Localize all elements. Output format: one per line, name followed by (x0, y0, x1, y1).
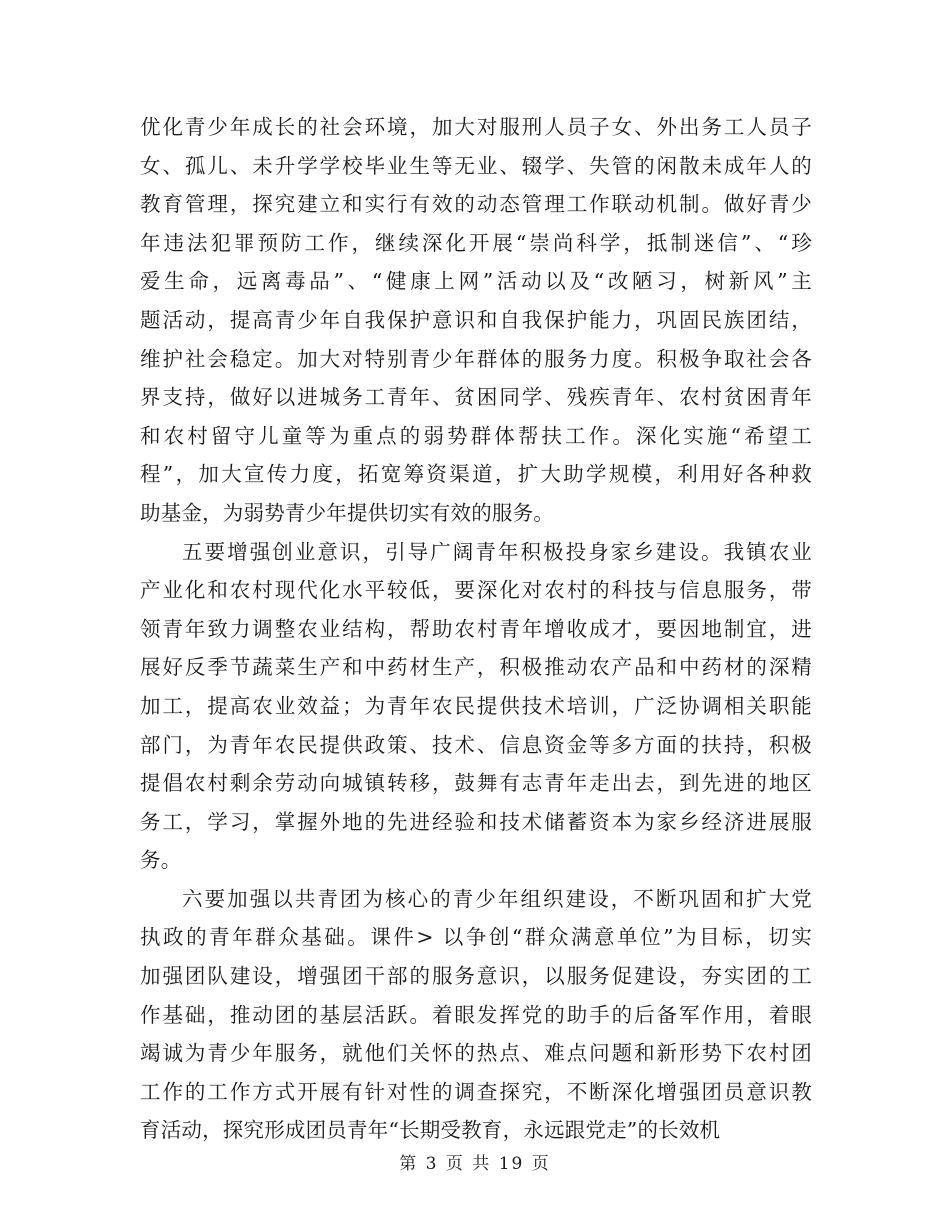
text-line: 加强团队建设，增强团干部的服务意识，以服务促建设，夯实团的工 (140, 964, 812, 989)
text-line: 和农村留守儿童等为重点的弱势群体帮扶工作。深化实施“希望工 (140, 423, 812, 448)
paragraph-1 (140, 108, 812, 533)
paragraph-3 (140, 880, 812, 1150)
text-line: 加工，提高农业效益；为青年农民提供技术培训，广泛协调相关职能 (140, 693, 812, 718)
text-line: 执政的青年群众基础。课件> 以争创“群众满意单位”为目标，切实 (140, 925, 812, 950)
text-line: 五要增强创业意识，引导广阔青年积极投身家乡建设。我镇农业 (182, 539, 812, 564)
text-line: 爱生命，远离毒品”、“健康上网”活动以及“改陋习，树新风”主 (140, 269, 812, 294)
text-line: 六要加强以共青团为核心的青少年组织建设，不断巩固和扩大党 (182, 886, 812, 911)
text-line: 产业化和农村现代化水平较低，要深化对农村的科技与信息服务，带 (140, 578, 812, 603)
text-line: 务工，学习，掌握外地的先进经验和技术储蓄资本为家乡经济进展服 (140, 809, 812, 834)
text-line: 程”，加大宣传力度，拓宽筹资渠道，扩大助学规模，利用好各种救 (140, 462, 812, 487)
text-line: 提倡农村剩余劳动向城镇转移，鼓舞有志青年走出去，到先进的地区 (140, 771, 812, 796)
text-line: 部门，为青年农民提供政策、技术、信息资金等多方面的扶持，积极 (140, 732, 812, 757)
text-line: 育活动，探究形成团员青年“长期受教育，永远跟党走”的长效机 (140, 1118, 721, 1143)
text-line: 务。 (140, 848, 182, 873)
text-line: 维护社会稳定。加大对特别青少年群体的服务力度。积极争取社会各 (140, 346, 812, 371)
page-number: 第 3 页 共 19 页 (399, 1154, 551, 1174)
text-line: 题活动，提高青少年自我保护意识和自我保护能力，巩固民族团结， (140, 307, 812, 332)
text-line: 工作的工作方式开展有针对性的调查探究，不断深化增强团员意识教 (140, 1079, 812, 1104)
text-line: 展好反季节蔬菜生产和中药材生产，积极推动农产品和中药材的深精 (140, 655, 812, 680)
text-line: 界支持，做好以进城务工青年、贫困同学、残疾青年、农村贫困青年 (140, 385, 812, 410)
text-line: 教育管理，探究建立和实行有效的动态管理工作联动机制。做好青少 (140, 192, 812, 217)
text-line: 年违法犯罪预防工作，继续深化开展“崇尚科学，抵制迷信”、“珍 (140, 230, 812, 255)
text-line: 竭诚为青少年服务，就他们关怀的热点、难点问题和新形势下农村团 (140, 1041, 812, 1066)
document-body (140, 108, 812, 1150)
text-line: 助基金，为弱势青少年提供切实有效的服务。 (140, 500, 554, 525)
text-line: 领青年致力调整农业结构，帮助农村青年增收成才，要因地制宜，进 (140, 616, 812, 641)
paragraph-2 (140, 533, 812, 880)
text-line: 作基础，推动团的基层活跃。着眼发挥党的助手的后备军作用，着眼 (140, 1002, 812, 1027)
text-line: 女、孤儿、未升学学校毕业生等无业、辍学、失管的闲散未成年人的 (140, 153, 812, 178)
text-line: 优化青少年成长的社会环境，加大对服刑人员子女、外出务工人员子 (140, 115, 812, 139)
page-footer (0, 1152, 950, 1176)
